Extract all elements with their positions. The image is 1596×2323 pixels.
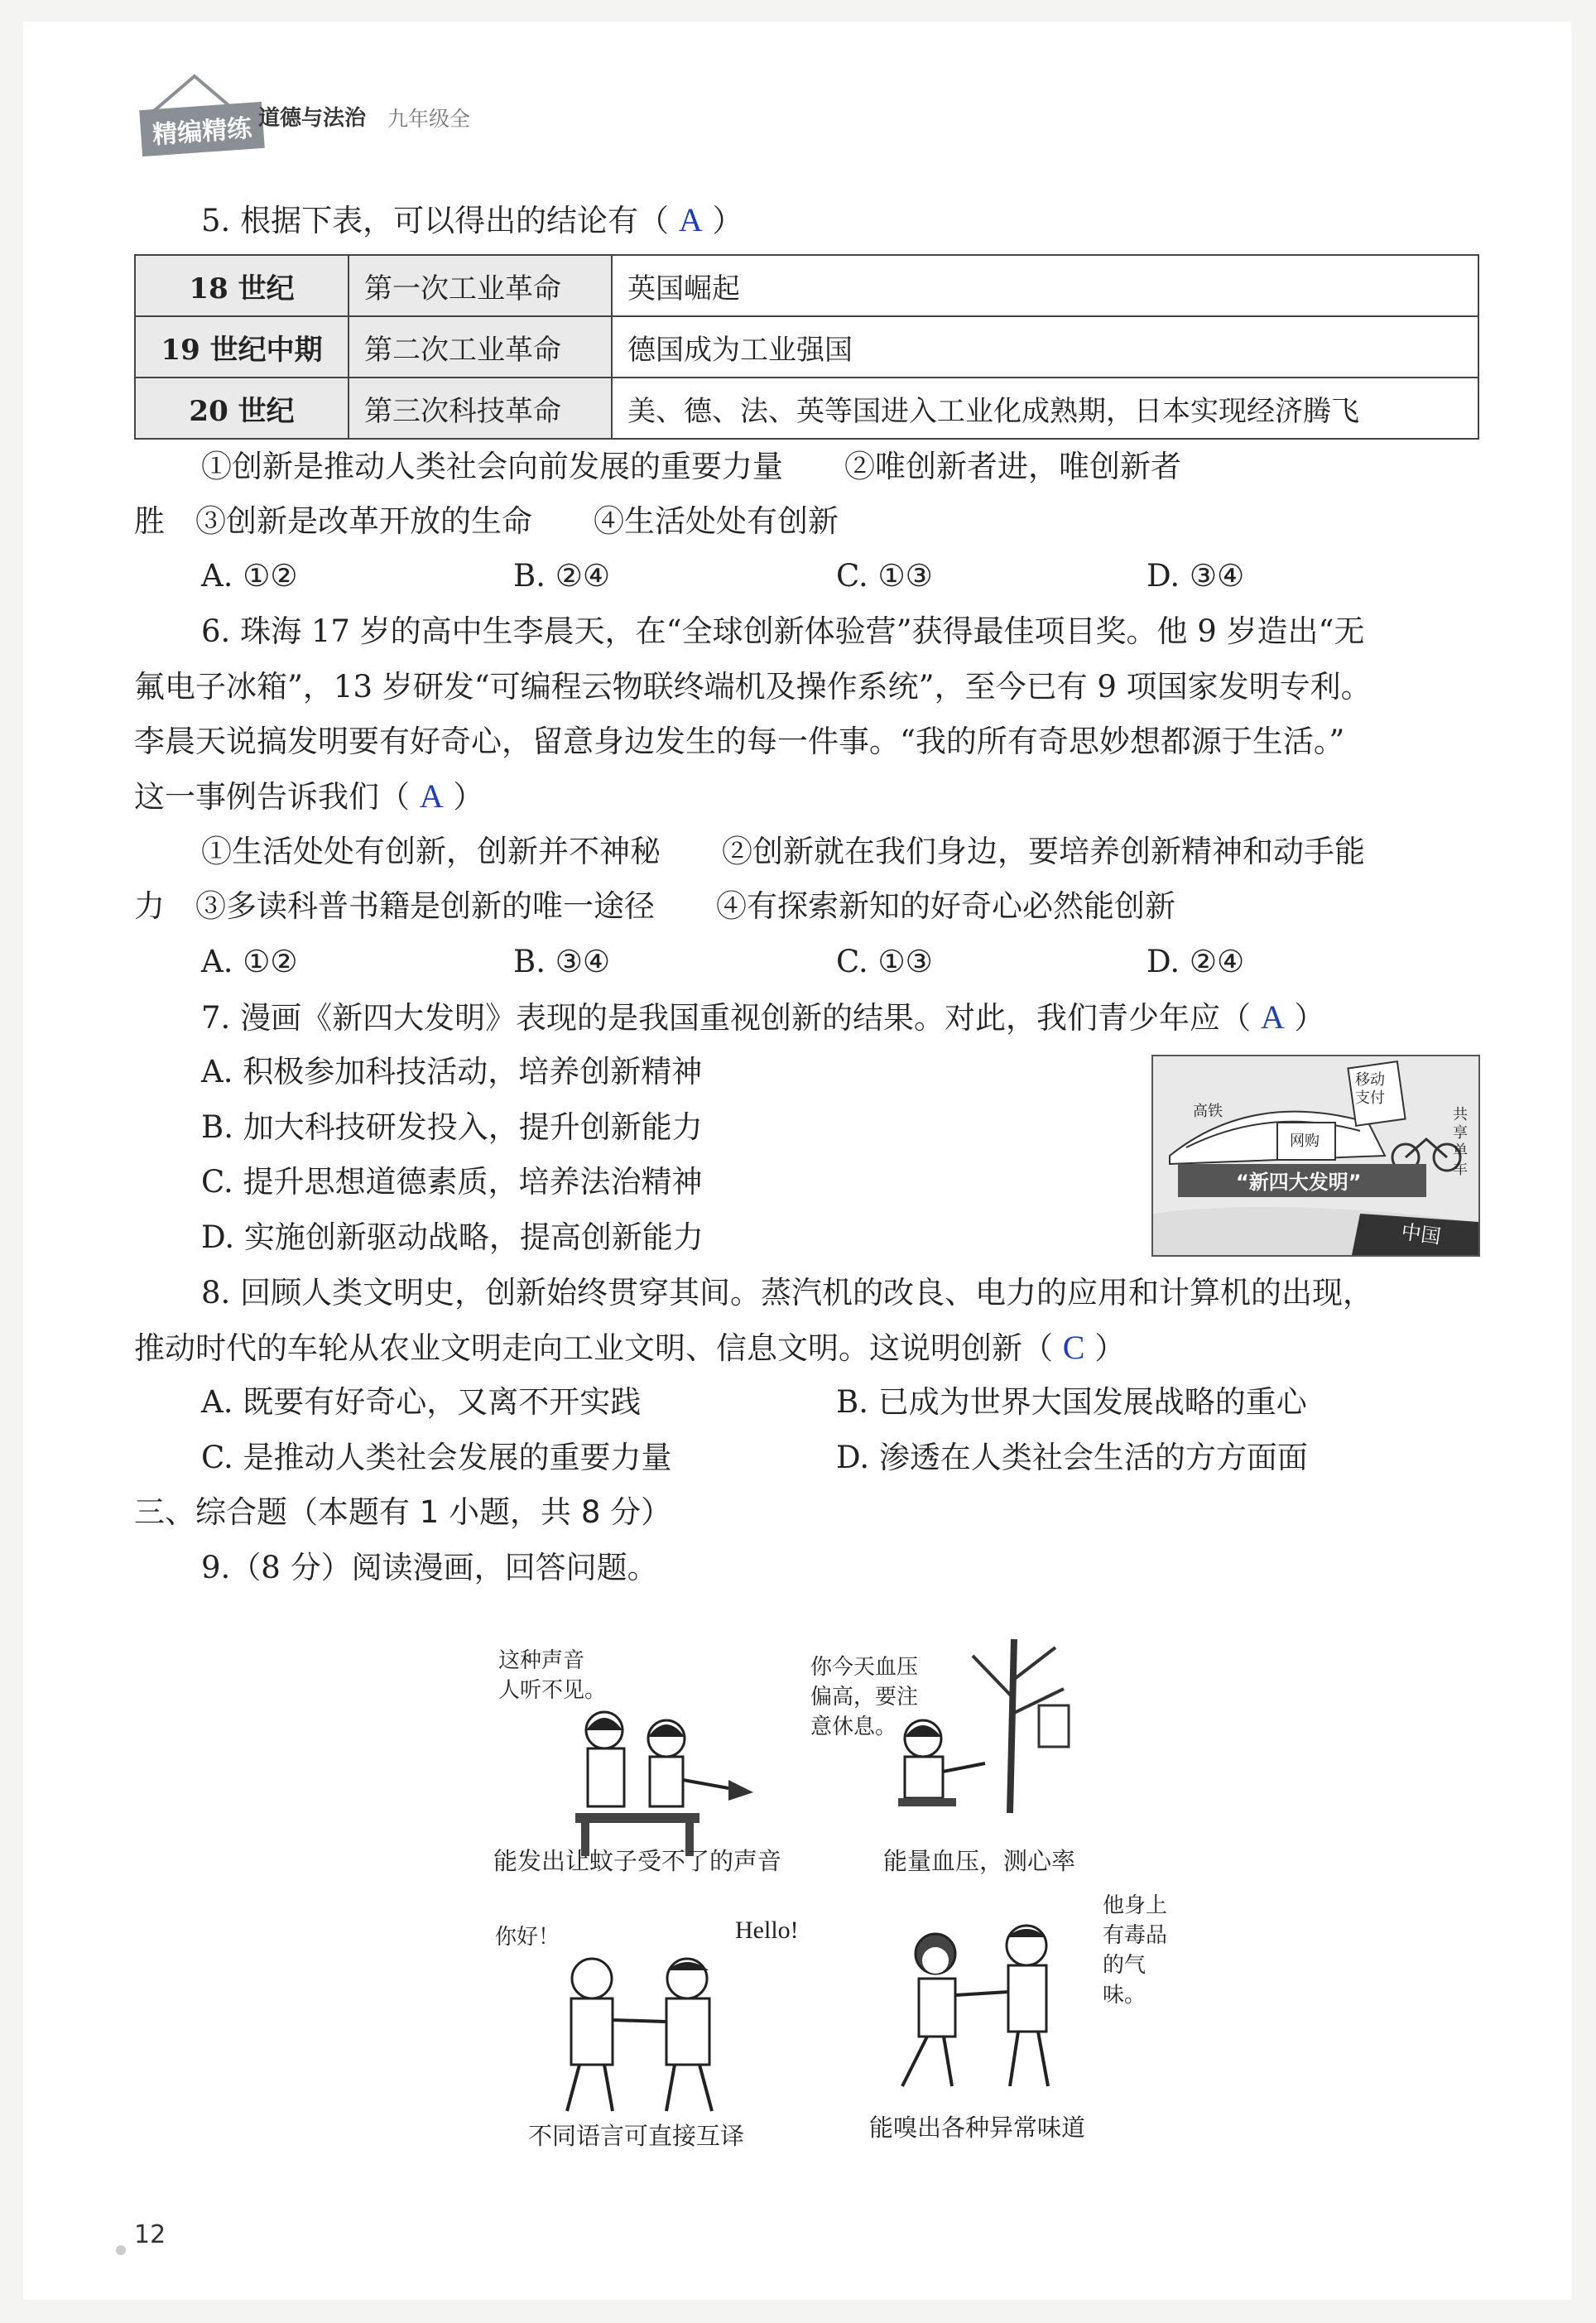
q6-option-b: B. ③④ bbox=[513, 944, 611, 979]
q8-close: ） bbox=[1094, 1330, 1126, 1366]
page-number: 12 bbox=[134, 2220, 166, 2249]
panel3-drawing bbox=[488, 1945, 786, 2128]
q6-option-a: A. ①② bbox=[201, 944, 298, 979]
page-dot-icon bbox=[116, 2245, 126, 2255]
section3-title: 三、综合题（本题有 1 小题，共 8 分） bbox=[134, 1494, 672, 1530]
series-badge: 精编精练 bbox=[139, 102, 265, 156]
q5-stem-text: 5. 根据下表，可以得出的结论有（ bbox=[201, 203, 670, 238]
label-gaotie: 高铁 bbox=[1193, 1103, 1223, 1120]
q5-option-c: C. ①③ bbox=[836, 558, 933, 594]
label-shared-bike: 共享单车 bbox=[1453, 1106, 1468, 1178]
table-cell: 英国崛起 bbox=[612, 255, 1478, 316]
q9-panel-3 bbox=[488, 1904, 799, 2152]
q7-option-b: B. 加大科技研发投入，提升创新能力 bbox=[201, 1109, 703, 1145]
table-cell: 18 世纪 bbox=[135, 255, 349, 316]
bubble-line: 偏高，要注 bbox=[810, 1685, 919, 1710]
cartoon-banner: “新四大发明” bbox=[1236, 1171, 1362, 1194]
q7-option-d: D. 实施创新驱动战略，提高创新能力 bbox=[201, 1219, 704, 1255]
q8-option-b: B. 已成为世界大国发展战略的重心 bbox=[836, 1384, 1307, 1420]
label-mobile-pay: 移动支付 bbox=[1355, 1071, 1385, 1107]
panel2-caption: 能量血压，测心率 bbox=[883, 1847, 1076, 1875]
table-cell: 20 世纪 bbox=[135, 378, 349, 439]
table-cell: 19 世纪中期 bbox=[135, 316, 349, 378]
q5-close: ） bbox=[712, 203, 743, 238]
panel4-bubble bbox=[1103, 1891, 1175, 2010]
new-four-inventions-cartoon bbox=[1151, 1055, 1480, 1257]
q6-items-line1: ①生活处处有创新，创新并不神秘 ②创新就在我们身边，要培养创新精神和动手能 bbox=[201, 834, 1365, 869]
q6-answer: A bbox=[419, 777, 444, 815]
bubble-line: 他身上 bbox=[1103, 1893, 1168, 1918]
table-cell: 第三次科技革命 bbox=[349, 378, 612, 439]
q8-option-d: D. 渗透在人类社会生活的方方面面 bbox=[836, 1440, 1308, 1475]
table-cell: 第二次工业革命 bbox=[349, 316, 612, 378]
bubble-line: 的气味。 bbox=[1103, 1953, 1147, 2008]
q8-answer: C bbox=[1062, 1329, 1085, 1366]
q6-items-line2: 力 ③多读科普书籍是创新的唯一途径 ④有探索新知的好奇心必然能创新 bbox=[134, 888, 1175, 924]
q7-close: ） bbox=[1294, 1000, 1325, 1036]
grade-label: 九年级全 bbox=[387, 107, 471, 131]
q5-answer: A bbox=[678, 201, 703, 238]
bubble-line: 有毒品 bbox=[1103, 1923, 1168, 1948]
panel4-drawing bbox=[861, 1912, 1109, 2103]
q8-option-c: C. 是推动人类社会发展的重要力量 bbox=[201, 1440, 672, 1475]
q5-items-line2: 胜 ③创新是改革开放的生命 ④生活处处有创新 bbox=[134, 503, 839, 539]
q6-option-d: D. ②④ bbox=[1147, 944, 1245, 979]
q5-option-d: D. ③④ bbox=[1147, 558, 1245, 594]
q7-stem bbox=[201, 999, 1324, 1036]
panel1-drawing bbox=[488, 1697, 770, 1863]
q9-panel-2 bbox=[807, 1631, 1089, 1879]
q8-line1: 8. 回顾人类文明史，创新始终贯穿其间。蒸汽机的改良、电力的应用和计算机的出现， bbox=[201, 1275, 1374, 1311]
q8-line2-text: 推动时代的车轮从农业文明走向工业文明、信息文明。这说明创新（ bbox=[134, 1330, 1053, 1366]
panel2-drawing bbox=[807, 1631, 1089, 1821]
panel3-caption: 不同语言可直接互译 bbox=[528, 2122, 745, 2150]
panel3-bubble-2: Hello! bbox=[735, 1917, 799, 1944]
q9-panel-4 bbox=[861, 1888, 1175, 2152]
panel4-caption: 能嗅出各种异常味道 bbox=[869, 2114, 1086, 2142]
q7-option-a: A. 积极参加科技活动，培养创新精神 bbox=[201, 1054, 703, 1089]
q6-option-c: C. ①③ bbox=[836, 944, 933, 979]
q5-option-a: A. ①② bbox=[201, 558, 298, 594]
panel1-caption: 能发出让蚊子受不了的声音 bbox=[493, 1847, 782, 1875]
bubble-line: 这种声音 bbox=[498, 1648, 585, 1673]
history-table bbox=[134, 254, 1479, 440]
table-cell: 美、德、法、英等国进入工业化成熟期，日本实现经济腾飞 bbox=[612, 378, 1478, 439]
label-china: 中国 bbox=[1399, 1219, 1443, 1249]
q8-line2 bbox=[134, 1330, 1125, 1367]
table-row bbox=[135, 378, 1478, 439]
q9-panel-1 bbox=[488, 1639, 782, 1879]
q6-line2: 氟电子冰箱”，13 岁研发“可编程云物联终端机及操作系统”，至今已有 9 项国家发明专利。 bbox=[134, 669, 1372, 705]
table-row bbox=[135, 255, 1478, 316]
q6-line3: 李晨天说搞发明要有好奇心，留意身边发生的每一件事。“我的所有奇思妙想都源于生活。” bbox=[134, 724, 1345, 759]
table-row bbox=[135, 316, 1478, 378]
q6-line4 bbox=[134, 778, 483, 815]
subject-title: 道德与法治 bbox=[258, 106, 367, 131]
q7-stem-text: 7. 漫画《新四大发明》表现的是我国重视创新的结果。对此，我们青少年应（ bbox=[201, 1000, 1252, 1036]
q5-items-line1: ①创新是推动人类社会向前发展的重要力量 ②唯创新者进，唯创新者 bbox=[201, 449, 1181, 484]
label-wanggou: 网购 bbox=[1290, 1133, 1320, 1150]
q5-stem bbox=[201, 202, 743, 239]
q6-close: ） bbox=[453, 779, 484, 815]
q6-line4-text: 这一事例告诉我们（ bbox=[134, 779, 410, 815]
q8-option-a: A. 既要有好奇心，又离不开实践 bbox=[201, 1384, 642, 1420]
table-cell: 第一次工业革命 bbox=[349, 255, 612, 316]
q9-stem: 9.（8 分）阅读漫画，回答问题。 bbox=[201, 1550, 658, 1585]
bubble-line: 你好！ bbox=[495, 1925, 560, 1950]
q7-answer: A bbox=[1260, 998, 1285, 1036]
bubble-line: 人听不见。 bbox=[498, 1678, 607, 1703]
q7-option-c: C. 提升思想道德素质，培养法治精神 bbox=[201, 1164, 703, 1200]
bubble-line: 意休息。 bbox=[810, 1715, 897, 1739]
bubble-line: 你今天血压 bbox=[810, 1655, 919, 1680]
q6-line1: 6. 珠海 17 岁的高中生李晨天，在“全球创新体验营”获得最佳项目奖。他 9 岁造出“无 bbox=[201, 613, 1365, 649]
q5-option-b: B. ②④ bbox=[513, 558, 611, 594]
table-cell: 德国成为工业强国 bbox=[612, 316, 1478, 378]
